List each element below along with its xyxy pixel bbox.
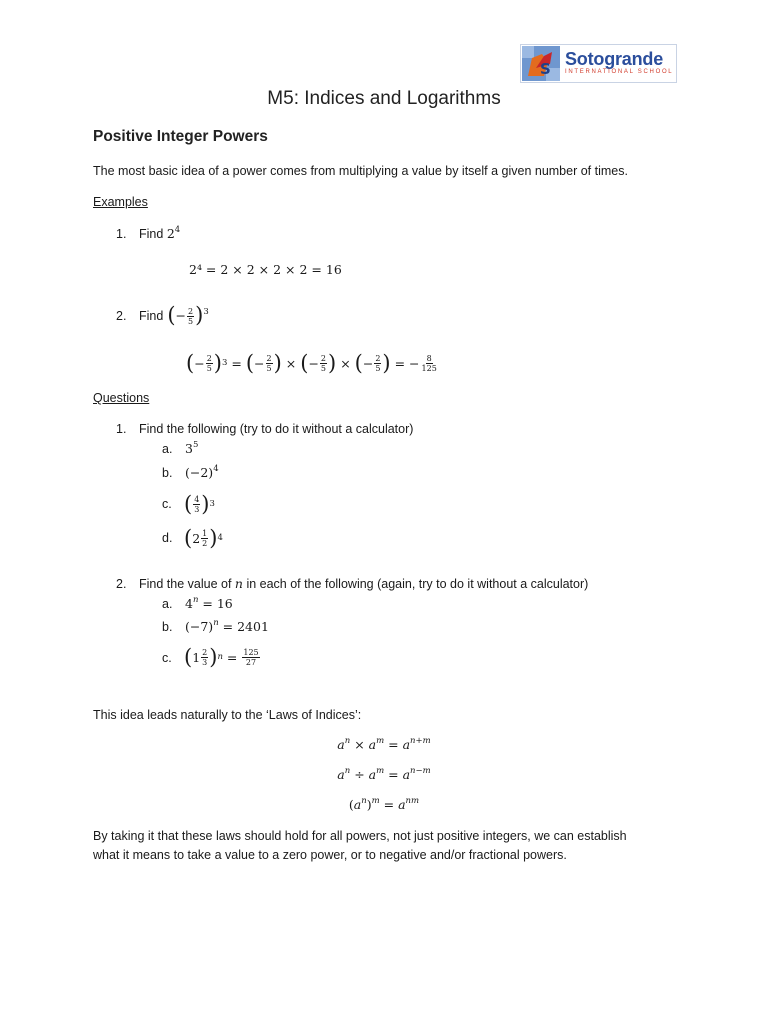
q1-part-a-label: a. (162, 442, 173, 456)
question-2-number: 2. (116, 577, 127, 591)
example-1-number: 1. (116, 227, 127, 241)
q1-part-b-expression: $(-2)^4$ (185, 464, 219, 480)
question-1-number: 1. (116, 422, 127, 436)
example-2-label: Find (139, 309, 164, 323)
svg-text:S: S (540, 60, 551, 78)
school-logo (520, 44, 677, 83)
question-2-text-before: Find the value of (139, 577, 232, 591)
examples-heading: Examples (93, 195, 148, 209)
example-1-label: Find (139, 227, 164, 241)
closing-line-1: By taking it that these laws should hold for all powers, not just positive integers, we can establish (93, 829, 627, 843)
q2-part-c-expression: ( 1 $\frac{2}{3}$ ) n = $\frac{125}{27}$ (184, 645, 259, 669)
example-2-expression: (− $\frac{2}{5}$ )$^3$ (167, 302, 209, 327)
questions-heading: Questions (93, 391, 150, 405)
example-2-answer: ( − $\frac{2}{5}$ ) 3 = ( − $\frac{2}{5}$ ) × ( − $\frac{2}{5}$ ) × ( − $\frac{2}{5}$ ) = − $\frac{8}{125}$ (186, 351, 437, 375)
q2-part-c-label: c. (162, 651, 172, 665)
logo-name: Sotogrande (565, 49, 664, 69)
section-heading: Positive Integer Powers (93, 128, 268, 145)
question-2-text-after: in each of the following (again, try to do it without a calculator) (246, 577, 589, 591)
q2-part-b-expression: $(-7)^n = 2401$ (185, 618, 269, 634)
example-1-answer: 2⁴ = 2 × 2 × 2 × 2 = 16 (189, 262, 342, 277)
q1-part-c-expression: ( $\frac{4}{3}$ ) 3 (184, 492, 215, 516)
document-title: M5: Indices and Logarithms (267, 88, 501, 109)
q2-part-a-label: a. (162, 597, 173, 611)
question-2-variable: n (234, 576, 243, 591)
closing-line-2: what it means to take a value to a zero power, or to negative and/or fractional powers. (93, 848, 567, 862)
law-division: $a^n \div a^m = a^{n-m}$ (337, 766, 431, 782)
q2-part-b-label: b. (162, 620, 173, 634)
q1-part-c-label: c. (162, 497, 172, 511)
law-multiplication: $a^n \times a^m = a^{n+m}$ (337, 736, 431, 752)
logo-mark-icon (522, 46, 560, 81)
q2-part-a-expression: $4^n = 16$ (185, 595, 233, 611)
question-1-text: Find the following (try to do it without a calculator) (139, 422, 414, 436)
example-2-prompt (139, 301, 209, 331)
q1-part-d-label: d. (162, 531, 173, 545)
logo-text (565, 50, 673, 77)
q1-part-a-expression: $3^5$ (185, 440, 199, 456)
q1-part-d-expression: ( 2 $\frac{1}{2}$ ) 4 (184, 526, 223, 550)
logo-subtitle: INTERNATIONAL SCHOOL (565, 69, 674, 75)
question-2-text (139, 576, 588, 592)
example-1-expression: $2^4$ (166, 225, 181, 241)
intro-paragraph: The most basic idea of a power comes from multiplying a value by itself a given number of times. (93, 164, 628, 178)
laws-intro: This idea leads naturally to the ‘Laws of Indices’: (93, 708, 362, 722)
example-2-number: 2. (116, 309, 127, 323)
law-power-of-power: $(a^n)^m = a^{nm}$ (348, 796, 420, 812)
example-1-prompt (139, 226, 180, 242)
q1-part-b-label: b. (162, 466, 173, 480)
